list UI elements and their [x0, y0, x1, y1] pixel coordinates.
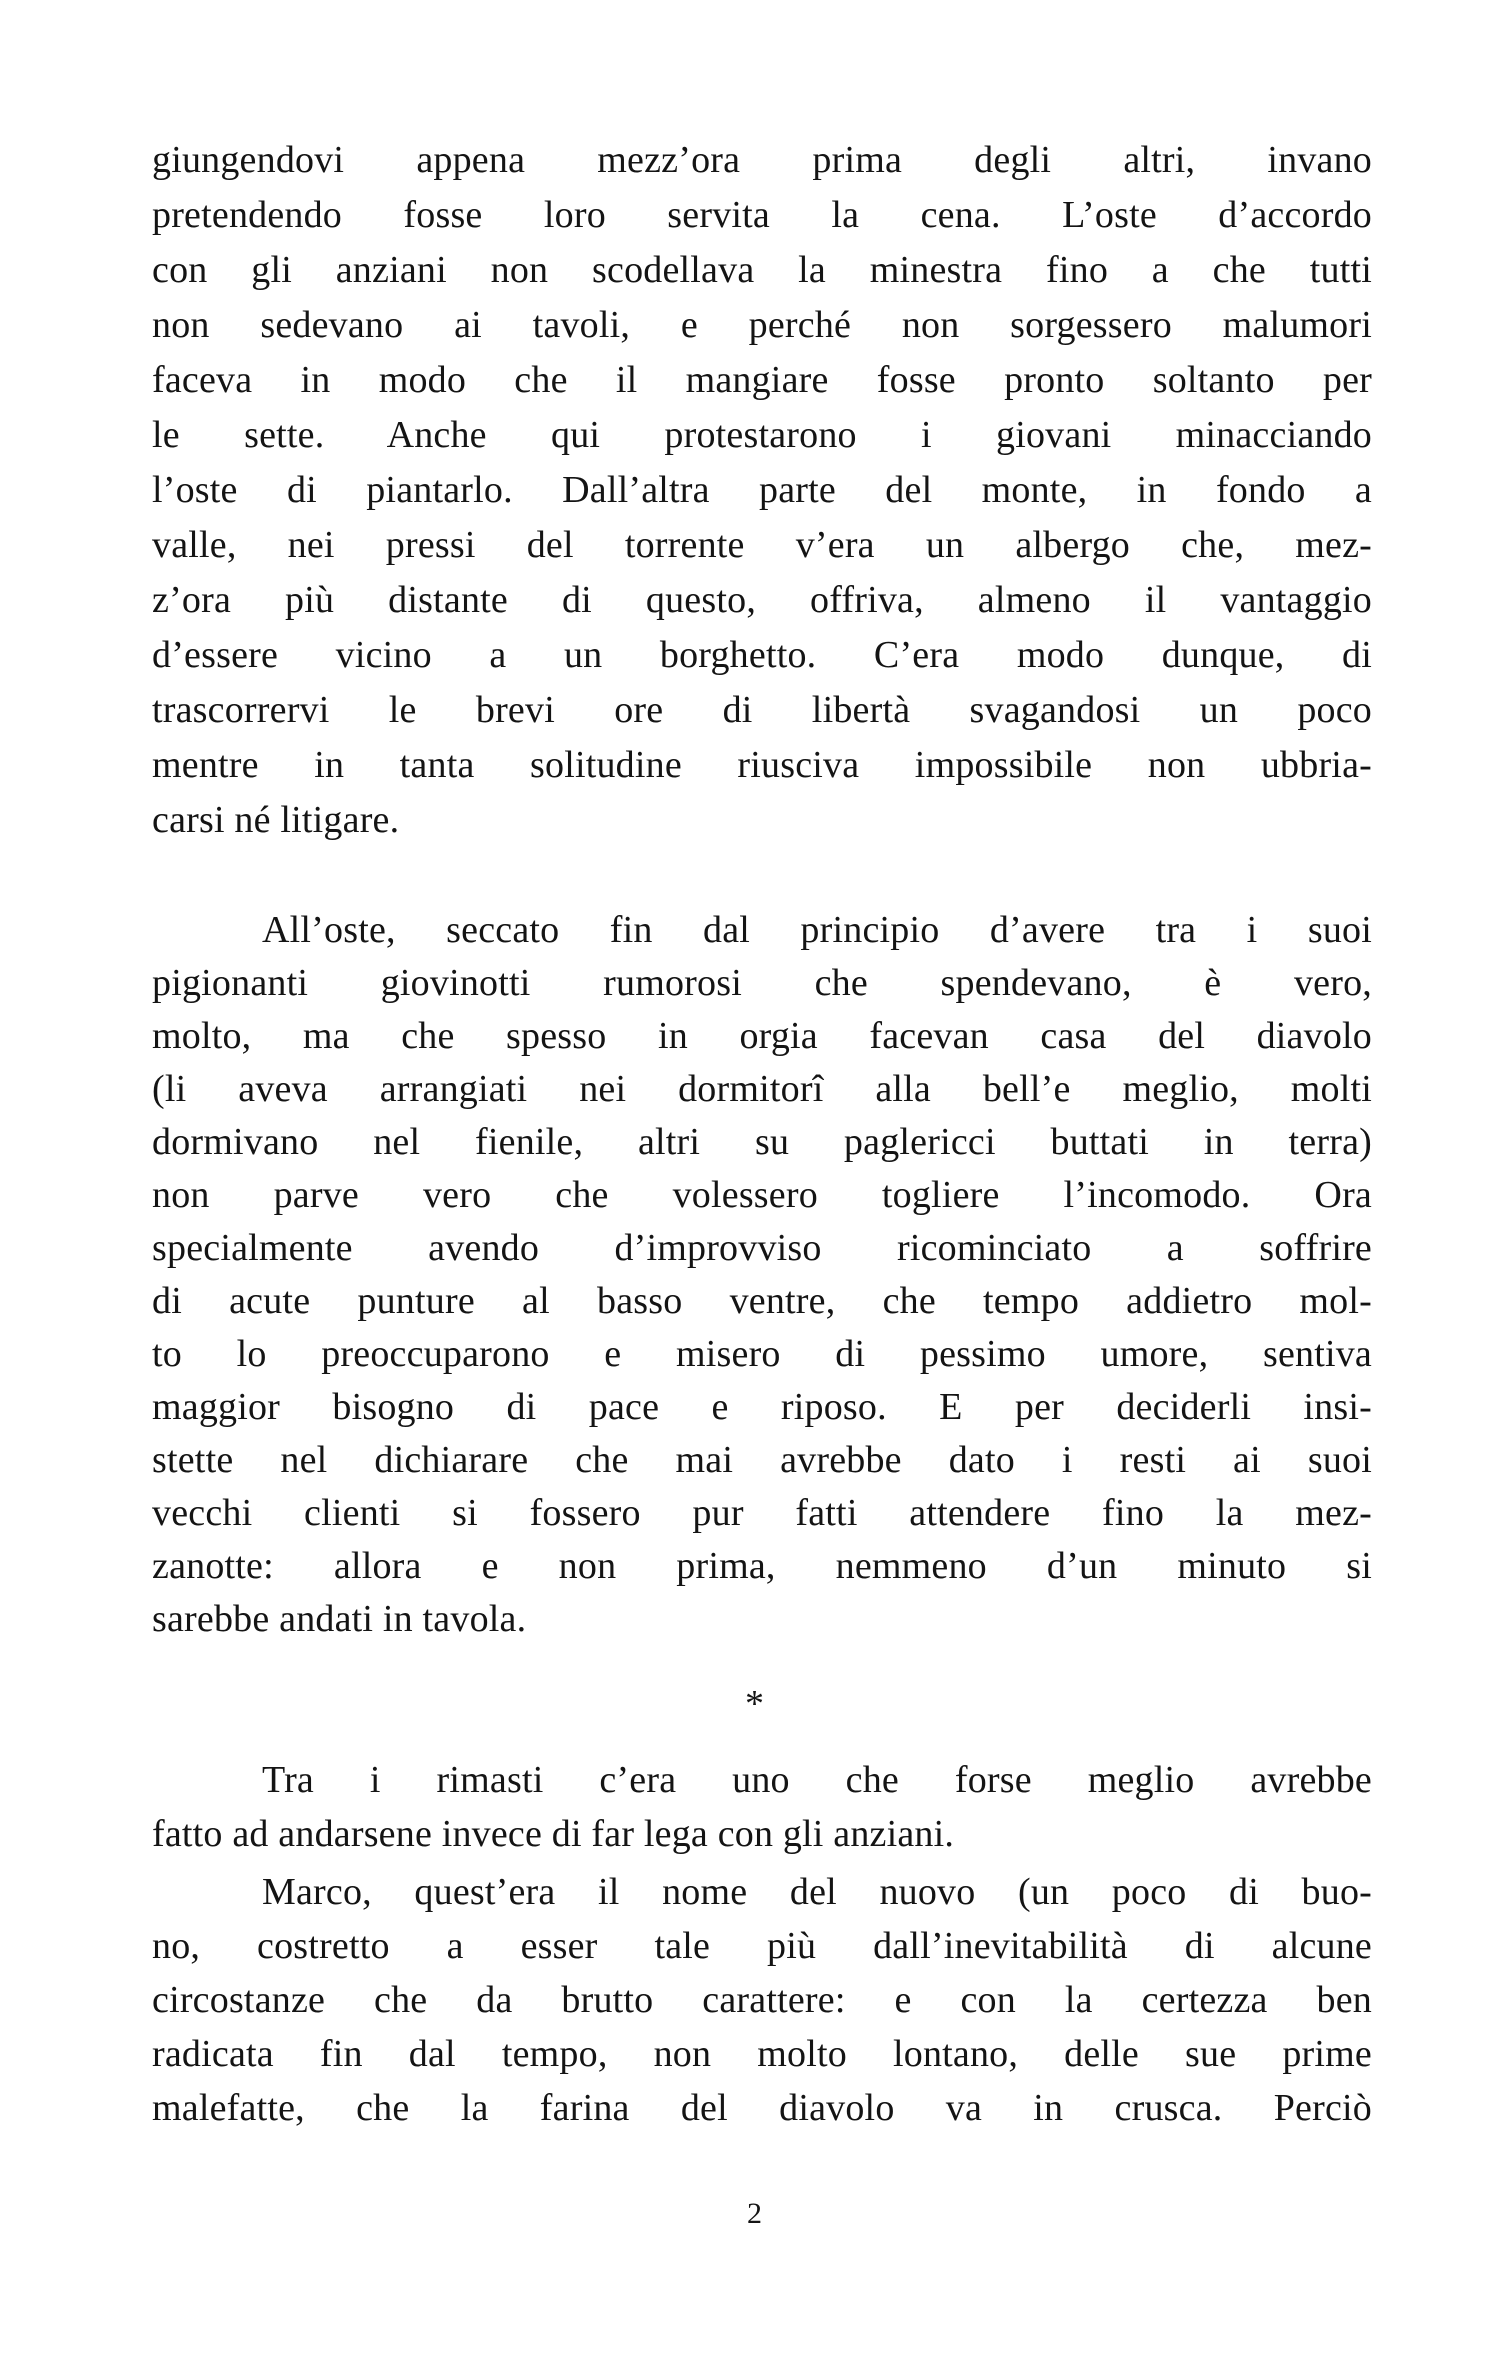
text-line: d’essere vicino a un borghetto. C’era modo dunque, di [152, 634, 1372, 676]
text-line: Marco, quest’era il nome del nuovo (un poco di buo- [262, 1871, 1372, 1913]
text-line: to lo preoccuparono e misero di pessimo umore, sentiva [152, 1333, 1372, 1375]
text-line: maggior bisogno di pace e riposo. E per deciderli insi- [152, 1386, 1372, 1428]
text-line: specialmente avendo d’improvviso ricominciato a soffrire [152, 1227, 1372, 1269]
text-line: malefatte, che la farina del diavolo va in crusca. Perciò [152, 2087, 1372, 2129]
text-line: molto, ma che spesso in orgia facevan casa del diavolo [152, 1015, 1372, 1057]
text-line: di acute punture al basso ventre, che tempo addietro mol- [152, 1280, 1372, 1322]
text-line: trascorrervi le brevi ore di libertà svagandosi un poco [152, 689, 1372, 731]
text-line: no, costretto a esser tale più dall’inevitabilità di alcune [152, 1925, 1372, 1967]
page-number: 2 [747, 2197, 762, 2230]
text-line: vecchi clienti si fossero pur fatti attendere fino la mez- [152, 1492, 1372, 1534]
text-line: zanotte: allora e non prima, nemmeno d’un minuto si [152, 1545, 1372, 1587]
text-line: carsi né litigare. [152, 799, 400, 841]
text-line: giungendovi appena mezz’ora prima degli altri, invano [152, 139, 1372, 181]
text-line: dormivano nel fienile, altri su paglericci buttati in terra) [152, 1121, 1372, 1163]
text-line: z’ora più distante di questo, offriva, almeno il vantaggio [152, 579, 1372, 621]
text-line: le sette. Anche qui protestarono i giovani minacciando [152, 414, 1372, 456]
text-line: mentre in tanta solitudine riusciva impossibile non ubbria- [152, 744, 1372, 786]
text-line: (li aveva arrangiati nei dormitorî alla bell’e meglio, molti [152, 1068, 1372, 1110]
text-line: non parve vero che volessero togliere l’incomodo. Ora [152, 1174, 1372, 1216]
text-line: faceva in modo che il mangiare fosse pronto soltanto per [152, 359, 1372, 401]
text-line: non sedevano ai tavoli, e perché non sorgessero malumori [152, 304, 1372, 346]
text-line: pretendendo fosse loro servita la cena. L’oste d’accordo [152, 194, 1372, 236]
text-line: circostanze che da brutto carattere: e con la certezza ben [152, 1979, 1372, 2021]
text-line: pigionanti giovinotti rumorosi che spendevano, è vero, [152, 962, 1372, 1004]
text-line: All’oste, seccato fin dal principio d’avere tra i suoi [262, 909, 1372, 951]
text-line: con gli anziani non scodellava la minestra fino a che tutti [152, 249, 1372, 291]
section-separator: * [745, 1683, 764, 1725]
text-line: fatto ad andarsene invece di far lega con gli anziani. [152, 1813, 955, 1855]
text-line: valle, nei pressi del torrente v’era un albergo che, mez- [152, 524, 1372, 566]
text-line: l’oste di piantarlo. Dall’altra parte del monte, in fondo a [152, 469, 1372, 511]
text-line: sarebbe andati in tavola. [152, 1598, 527, 1640]
text-line: radicata fin dal tempo, non molto lontano, delle sue prime [152, 2033, 1372, 2075]
text-line: Tra i rimasti c’era uno che forse meglio avrebbe [262, 1759, 1372, 1801]
text-line: stette nel dichiarare che mai avrebbe dato i resti ai suoi [152, 1439, 1372, 1481]
